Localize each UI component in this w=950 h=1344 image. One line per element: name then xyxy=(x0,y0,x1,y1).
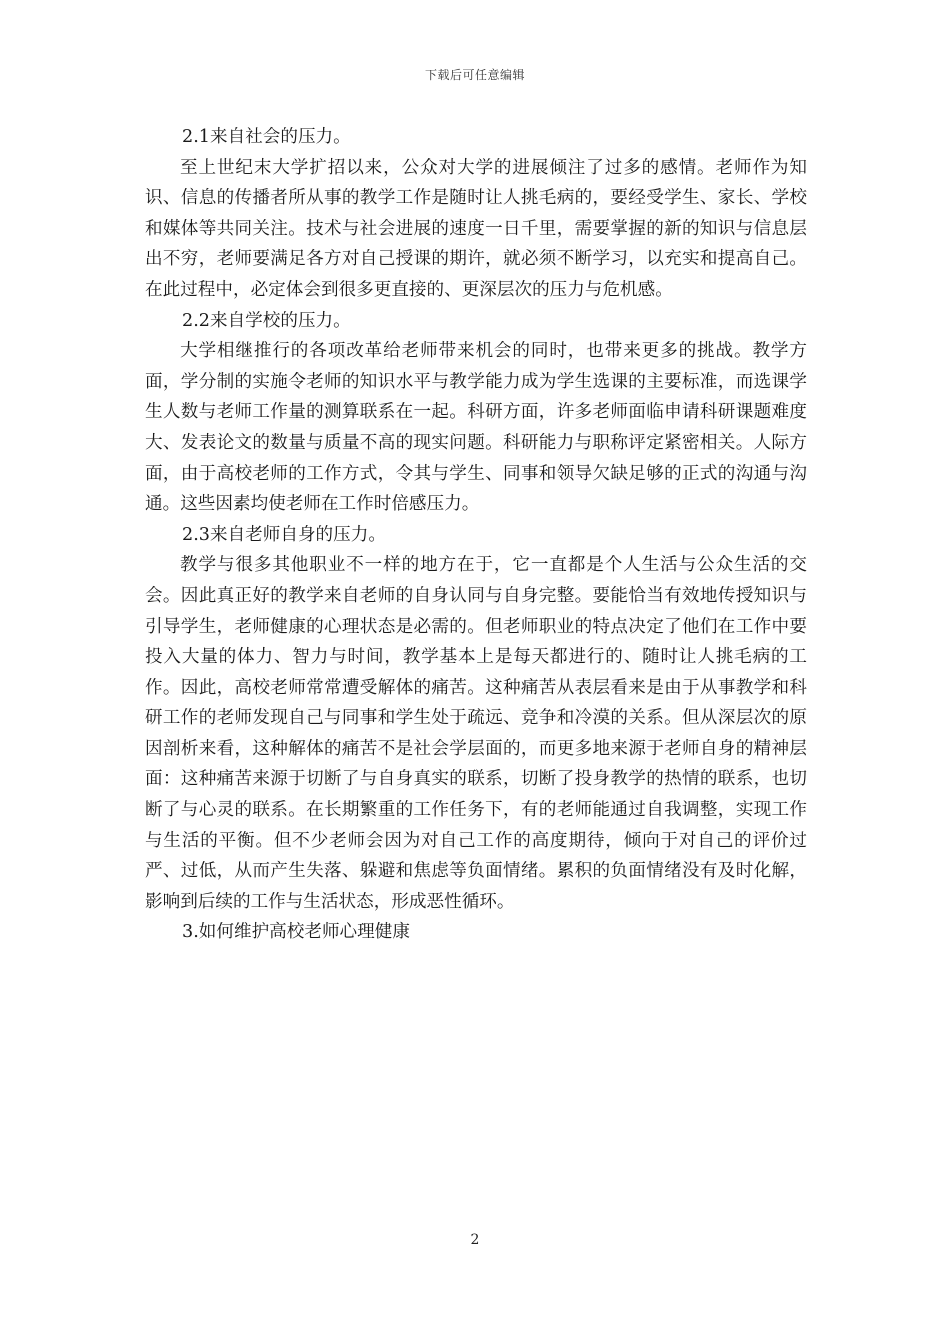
page-header: 下载后可任意编辑 xyxy=(424,68,525,82)
section-heading-2-1: 2.1来自社会的压力。 xyxy=(182,127,351,147)
page-number: 2 xyxy=(470,1232,480,1248)
section-heading-3: 3.如何维护高校老师心理健康 xyxy=(182,922,410,943)
paragraph-social-pressure: 至上世纪末大学扩招以来，公众对大学的进展倾注了过多的感情。老师作为知识、信息的传播者所从事的教学工作是随时让人挑毛病的，要经受学生、家长、学校和媒体等共同关注。技术与社会进展的速度一日千里，需要掌握的新的知识与信息层出不穷，老师要满足各方对自己授课的期许，就必须不断学习，以充实和提高自己。在此过程中，必定体会到很多更直接的、更深层次的压力与危机感。 xyxy=(145,157,807,300)
paragraph-school-pressure: 大学相继推行的各项改革给老师带来机会的同时，也带来更多的挑战。教学方面，学分制的实施令老师的知识水平与教学能力成为学生选课的主要标准，而选课学生人数与老师工作量的测算联系在一起。科研方面，许多老师面临申请科研课题难度大、发表论文的数量与质量不高的现实问题。科研能力与职称评定紧密相关。人际方面，由于高校老师的工作方式，令其与学生、同事和领导欠缺足够的正式的沟通与沟通。这些因素均使老师在工作时倍感压力。 xyxy=(145,341,807,515)
section-heading-2-2: 2.2来自学校的压力。 xyxy=(182,310,351,331)
section-heading-2-3: 2.3来自老师自身的压力。 xyxy=(182,524,386,545)
paragraph-self-pressure: 教学与很多其他职业不一样的地方在于，它一直都是个人生活与公众生活的交会。因此真正好的教学来自老师的自身认同与自身完整。要能恰当有效地传授知识与引导学生，老师健康的心理状态是必需的。但老师职业的特点决定了他们在工作中要投入大量的体力、智力与时间，教学基本上是每天都进行的、随时让人挑毛病的工作。因此，高校老师常常遭受解体的痛苦。这种痛苦从表层看来是由于从事教学和科研工作的老师发现自己与同事和学生处于疏远、竞争和冷漠的关系。但从深层次的原因剖析来看，这种解体的痛苦不是社会学层面的，而更多地来源于老师自身的精神层面：这种痛苦来源于切断了与自身真实的联系，切断了投身教学的热情的联系，也切断了与心灵的联系。在长期繁重的工作任务下，有的老师能通过自我调整，实现工作与生活的平衡。但不少老师会因为对自己工作的高度期待，倾向于对自己的评价过严、过低，从而产生失落、躲避和焦虑等负面情绪。累积的负面情绪没有及时化解，影响到后续的工作与生活状态，形成恶性循环。 xyxy=(145,555,807,912)
document-body xyxy=(145,122,807,948)
